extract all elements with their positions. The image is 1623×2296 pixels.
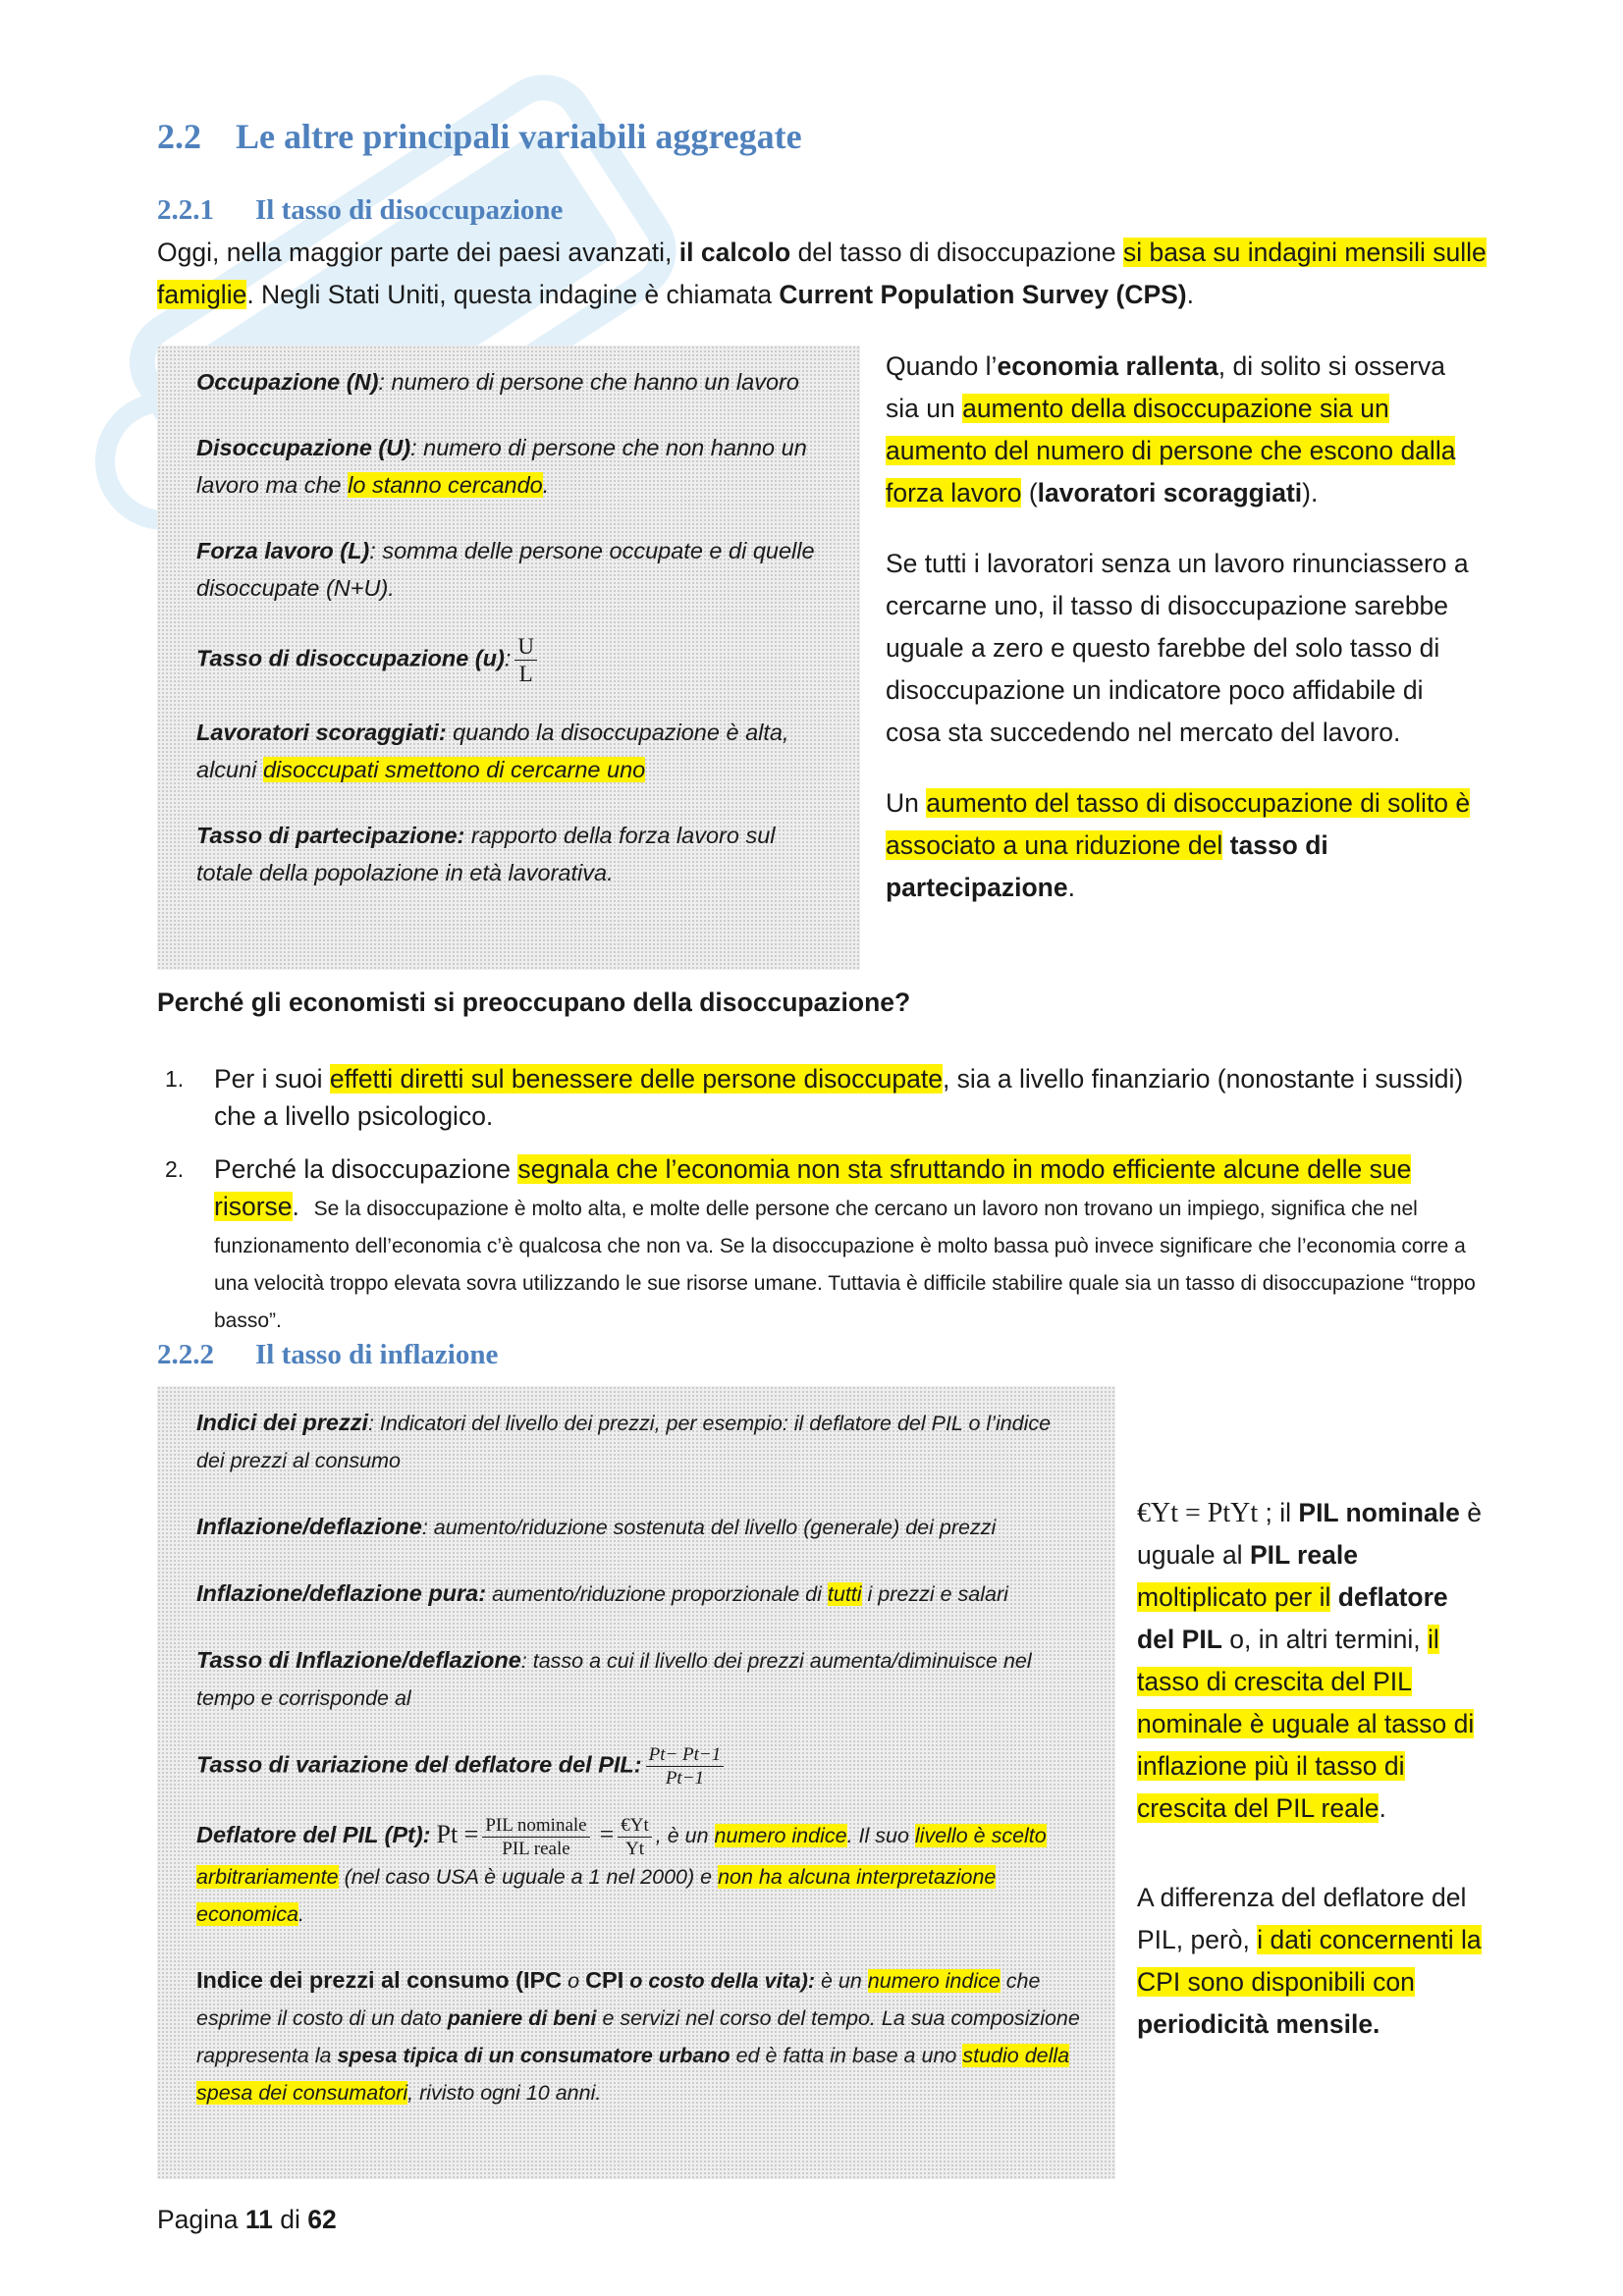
definition: i prezzi e salari <box>861 1582 1008 1606</box>
subsection-heading-2 <box>157 1339 498 1371</box>
bold-text: paniere di beni <box>447 2006 597 2030</box>
formula: Pt = <box>436 1820 479 1849</box>
page-total: 62 <box>307 2205 337 2234</box>
highlight: effetti diretti sul benessere delle persone disoccupate <box>329 1064 943 1094</box>
intro-paragraph <box>157 232 1492 316</box>
subsection-number: 2.2.2 <box>157 1339 214 1370</box>
bold-text: periodicità mensile. <box>1137 2009 1380 2039</box>
definition: , è un <box>655 1824 715 1848</box>
highlight: il tasso di crescita del PIL nominale è uguale al tasso di inflazione più il tasso di crescita del PIL reale <box>1137 1625 1475 1823</box>
definition: (nel caso USA è uguale a 1 nel 2000) e <box>338 1865 719 1889</box>
text: o costo della vita): <box>623 1969 815 1993</box>
definitions-box-unemployment <box>157 346 860 970</box>
highlight: livello è scelto arbitrariamente <box>196 1824 1047 1889</box>
denominator: L <box>518 662 533 686</box>
text: è uguale al <box>1137 1498 1482 1570</box>
text: di <box>272 2205 308 2234</box>
definition: : Indicatori del livello dei prezzi, per esempio: il deflatore del PIL o l’indice dei prezzi al consumo <box>196 1412 1052 1472</box>
denominator: PIL reale <box>502 1839 570 1859</box>
def-lavoratori-scoraggiati <box>196 714 823 788</box>
term: Inflazione/deflazione pura: <box>196 1580 487 1606</box>
subsection-heading-1 <box>157 194 563 227</box>
bold-text: lavoratori scoraggiati <box>1037 478 1303 507</box>
def-tasso-inflazione <box>196 1641 1080 1717</box>
formula: €Yt = PtYt <box>1137 1498 1259 1528</box>
text: . <box>542 472 550 498</box>
text: . <box>1067 873 1075 902</box>
side-paragraph-1 <box>1137 1492 1490 1830</box>
definition: che esprime il costo di un dato <box>196 1969 1041 2030</box>
text: ). <box>1302 478 1319 507</box>
highlight: aumento del tasso di disoccupazione di solito è associato a una riduzione del <box>886 788 1471 860</box>
text: Un <box>886 788 927 818</box>
definition: : aumento/riduzione sostenuta del livello (generale) dei prezzi <box>421 1516 997 1539</box>
definition: ed è fatta in base a uno <box>730 2044 963 2067</box>
definition: : somma delle persone occupate e di quelle disoccupate (N+U). <box>196 538 815 601</box>
side-paragraph-2 <box>1137 1877 1490 2046</box>
list-number: 2. <box>165 1156 185 1182</box>
highlight: si basa su indagini mensili sulle famiglie <box>157 238 1487 309</box>
highlight: disoccupati smettono di cercarne uno <box>262 757 646 782</box>
highlight: non ha alcuna interpretazione economica <box>196 1865 997 1926</box>
term: Inflazione/deflazione <box>196 1514 422 1539</box>
definition: : numero di persone che hanno un lavoro <box>378 369 799 395</box>
text: . <box>1379 1793 1386 1823</box>
term: Deflatore del PIL (Pt): <box>196 1822 431 1848</box>
text: Quando l’ <box>886 351 998 381</box>
section-number: 2.2 <box>157 117 201 156</box>
bold-text: tasso di partecipazione <box>886 830 1328 902</box>
term: Tasso di disoccupazione (u) <box>196 645 505 671</box>
denominator: Yt <box>625 1839 645 1859</box>
term: Tasso di variazione del deflatore del PIL: <box>196 1751 642 1778</box>
subsection-title: Il tasso di disoccupazione <box>255 194 564 226</box>
highlight: tutti <box>827 1582 862 1606</box>
page-footer <box>157 2205 337 2235</box>
definition: : tasso a cui il livello dei prezzi aumenta/diminuisce nel tempo e corrisponde al <box>196 1649 1032 1710</box>
text: A differenza del deflatore del PIL, però, <box>1137 1883 1467 1954</box>
definition: aumento/riduzione proporzionale di <box>486 1582 828 1606</box>
term: Lavoratori scoraggiati: <box>196 720 447 745</box>
bold-text: Current Population Survey (CPS) <box>779 280 1187 309</box>
numerator: Pt− Pt−1 <box>646 1745 725 1767</box>
side-paragraph-2: Se tutti i lavoratori senza un lavoro rinunciassero a cercarne uno, il tasso di disoccupazione sarebbe uguale a zero e questo farebbe del solo tasso di disoccupazione un indicatore poco affidabile di cosa sta succedendo nel mercato del lavoro. <box>886 549 1469 747</box>
def-occupazione <box>196 363 823 400</box>
text: Per i suoi <box>214 1064 330 1094</box>
highlight: numero indice <box>867 1969 1001 1993</box>
text: , di solito si osserva sia un <box>886 351 1446 423</box>
page-number: 11 <box>244 2205 273 2234</box>
term: Tasso di partecipazione: <box>196 823 465 848</box>
highlight: i dati concernenti la CPI sono disponibili con <box>1137 1925 1482 1997</box>
text: ( <box>1021 478 1038 507</box>
def-forza-lavoro <box>196 532 823 607</box>
numerator: PIL nominale <box>482 1816 589 1838</box>
highlight: numero indice <box>714 1824 847 1848</box>
bold-text: economia rallenta <box>997 351 1218 381</box>
text <box>1222 830 1229 860</box>
definition: : numero di persone che non hanno un lavoro ma che <box>196 435 807 498</box>
highlight: aumento della disoccupazione sia un aumento del numero di persone che escono dalla forza lavoro <box>886 394 1456 507</box>
term: Disoccupazione (U) <box>196 435 411 460</box>
term: Tasso di Inflazione/deflazione <box>196 1647 521 1673</box>
def-disoccupazione <box>196 429 823 504</box>
side-paragraph-3 <box>886 782 1485 909</box>
definition: e servizi nel corso del tempo. La sua composizione rappresenta la <box>196 2006 1080 2067</box>
list-number: 1. <box>165 1066 185 1092</box>
bold-text: spesa tipica di un consumatore urbano <box>337 2044 730 2067</box>
side-notes-inflation <box>1137 1492 1490 2046</box>
small-note: Se la disoccupazione è molto alta, e molte delle persone che cercano un lavoro non trovano un impiego, significa che nel funzionamento dell’economia c’è qualcosa che non va. Se la disoccupazione è molto bassa può invece significare che l’economia corre a una velocità troppo elevata sovra utilizzando le sue risorse umane. Tuttavia è difficile stabilire quale sia un tasso di disoccupazione “troppo basso”. <box>214 1198 1476 1332</box>
bold-text: deflatore del PIL <box>1137 1582 1448 1654</box>
text: . <box>1186 280 1195 309</box>
def-tasso-disoccupazione <box>196 635 823 685</box>
section-heading <box>157 116 802 157</box>
definition: , rivisto ogni 10 anni. <box>407 2081 602 2105</box>
text: o <box>562 1969 586 1993</box>
bold-text: PIL reale <box>1249 1540 1358 1570</box>
highlight: lo stanno cercando <box>348 472 543 498</box>
def-tasso-partecipazione <box>196 817 823 891</box>
denominator: Pt−1 <box>665 1768 705 1789</box>
definition: rapporto della forza lavoro sul totale della popolazione in età lavorativa. <box>196 823 776 885</box>
term: Indice dei prezzi al consumo (IPC <box>196 1967 563 1993</box>
def-inflazione <box>196 1508 1080 1546</box>
highlight: moltiplicato per il <box>1137 1582 1331 1612</box>
text <box>1330 1582 1337 1612</box>
term: Forza lavoro (L) <box>196 538 370 563</box>
deflator-fraction-2 <box>618 1816 652 1858</box>
definition: . <box>298 1902 304 1926</box>
text: : <box>504 645 512 671</box>
def-tasso-variazione-deflatore <box>196 1745 1080 1788</box>
definitions-box-inflation <box>157 1386 1115 2179</box>
text: . Negli Stati Uniti, questa indagine è chiamata <box>246 280 780 309</box>
question-heading: Perché gli economisti si preoccupano della disoccupazione? <box>157 988 911 1017</box>
deflator-fraction <box>482 1816 589 1858</box>
unemployment-rate-fraction <box>514 635 537 685</box>
text: . <box>292 1192 299 1221</box>
side-paragraph-1 <box>886 346 1485 514</box>
def-indici-prezzi <box>196 1404 1080 1479</box>
deflator-change-fraction <box>646 1745 725 1788</box>
def-deflatore-pil <box>196 1816 1080 1933</box>
highlight: segnala che l’economia non sta sfruttando in modo efficiente alcune delle sue risorse <box>214 1154 1412 1221</box>
numerator: €Yt <box>618 1816 652 1838</box>
highlight: studio della spesa dei consumatori <box>196 2044 1070 2105</box>
definition: è un <box>814 1969 868 1993</box>
term: Indici dei prezzi <box>196 1410 368 1435</box>
bold-text: PIL nominale <box>1298 1498 1460 1527</box>
text: Oggi, nella maggior parte dei paesi avanzati, <box>157 238 679 267</box>
bold-text: il calcolo <box>678 238 791 267</box>
definition: quando la disoccupazione è alta, alcuni <box>196 720 789 782</box>
text: ; il <box>1258 1498 1299 1527</box>
section-title: Le altre principali variabili aggregate <box>236 117 802 156</box>
list-item <box>157 1060 1492 1135</box>
text: Pagina <box>157 2205 245 2234</box>
subsection-number: 2.2.1 <box>157 194 214 226</box>
side-notes-unemployment <box>886 346 1485 909</box>
def-indice-prezzi-consumo <box>196 1961 1080 2111</box>
term: Occupazione (N) <box>196 369 379 395</box>
term: CPI <box>585 1967 624 1993</box>
reasons-list <box>157 1060 1492 1337</box>
text: o, in altri termini, <box>1221 1625 1429 1654</box>
numerator: U <box>514 635 537 661</box>
definition: . Il suo <box>846 1824 915 1848</box>
list-item <box>157 1150 1492 1337</box>
text: del tasso di disoccupazione <box>790 238 1124 267</box>
text: , sia a livello finanziario (nonostante i sussidi) che a livello psicologico. <box>214 1064 1464 1131</box>
text: Perché la disoccupazione <box>214 1154 518 1184</box>
def-inflazione-pura <box>196 1575 1080 1613</box>
formula: = <box>599 1820 615 1849</box>
subsection-title: Il tasso di inflazione <box>255 1339 499 1370</box>
